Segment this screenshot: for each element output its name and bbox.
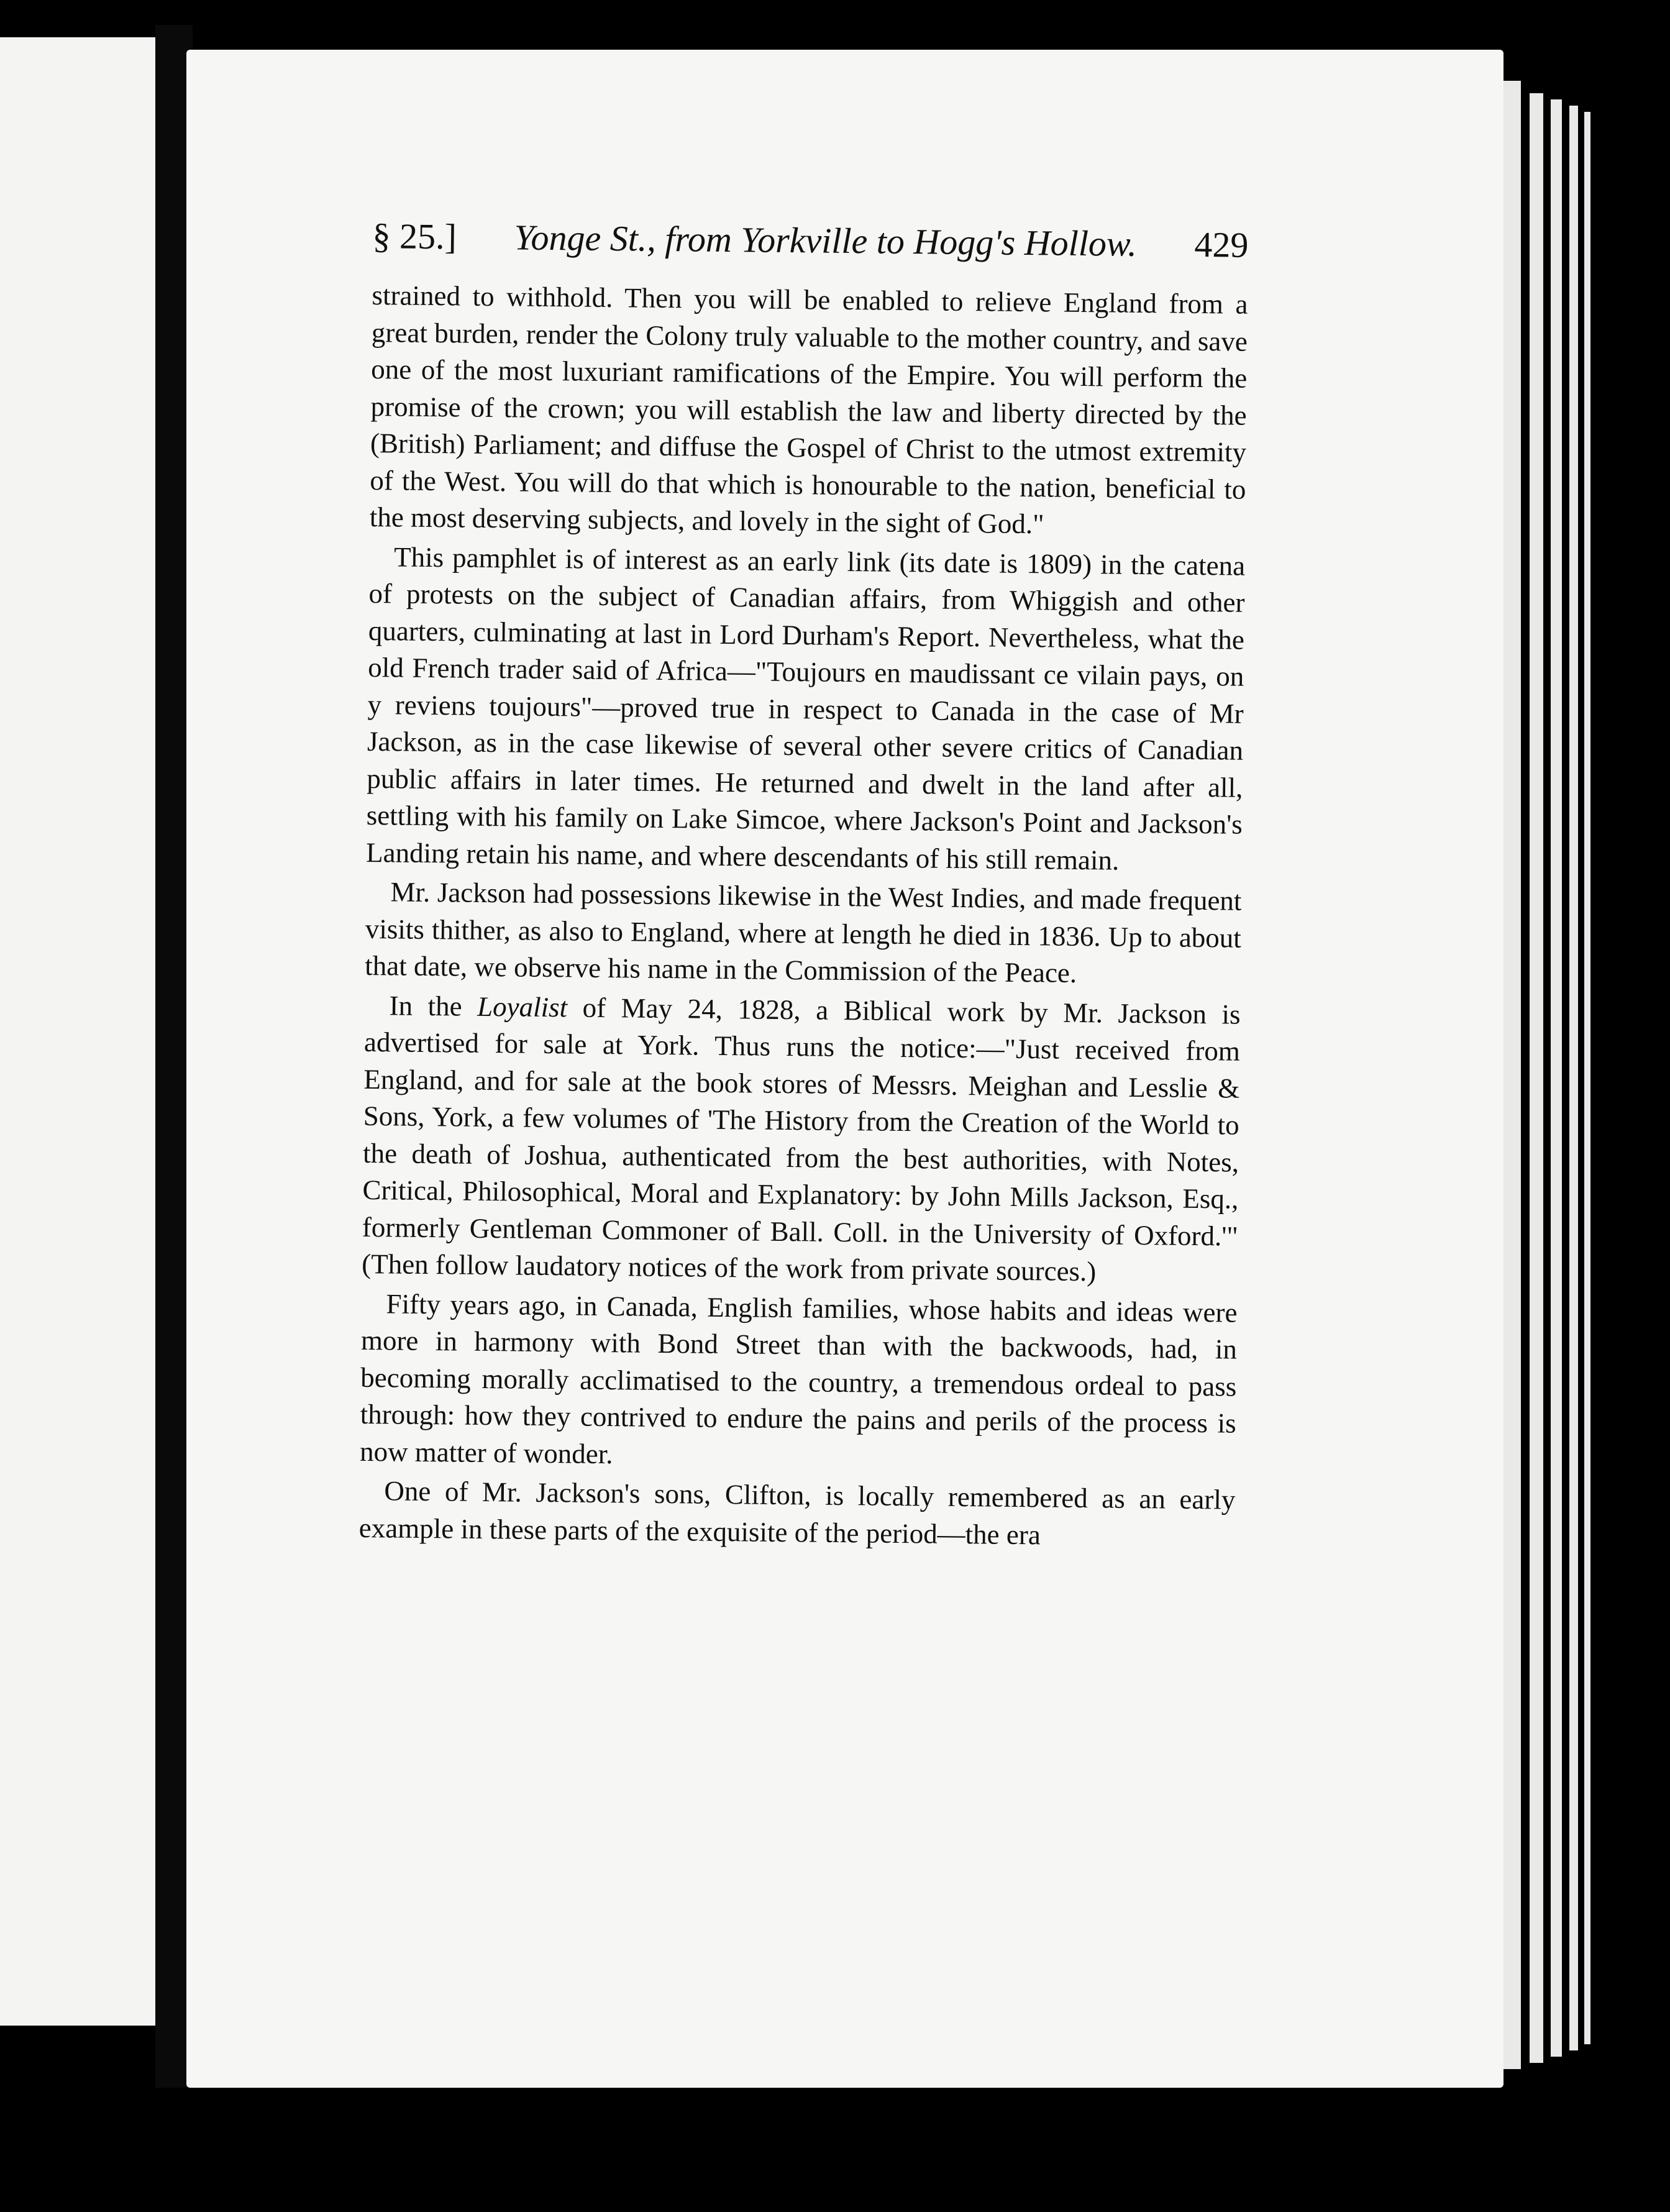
newspaper-title: Loyalist — [477, 990, 568, 1023]
paragraph: One of Mr. Jackson's sons, Clifton, is locally remembered as an early example in these parts of the exquisite of the period—the era — [358, 1475, 1236, 1550]
page-number: 429 — [1194, 224, 1249, 265]
page-fore-edge — [1530, 93, 1543, 2063]
paragraph: Mr. Jackson had possessions likewise in the West Indies, and made frequent visits thither, as also to England, where at length he died in 1836. Up to about that date, we observe his name in the Commission of the Peace. — [365, 876, 1242, 989]
paragraph-text: of May 24, 1828, a Biblical work by Mr. Jackson is advertised for sale at York. Thus runs the notice:—"Just received from England, and for sale at the book stores of Messrs. Meighan and Lesslie & Sons, York, a few volumes of 'The History from the Creation of the World to the death of Joshua, authenticated from the best authorities, with Notes, Critical, Philosophical, Moral and Explanatory: by John Mills Jackson, Esq., formerly Gentleman Commoner of Ball. Coll. in the University of Oxford.'" (Then follow laudatory notices of the work from private sources.) — [361, 991, 1241, 1287]
page-fore-edge — [1584, 112, 1590, 2044]
page-fore-edge — [1551, 99, 1562, 2057]
facing-page-edge — [0, 37, 159, 2026]
running-head-title: Yonge St., from Yorkville to Hogg's Hollow. — [514, 217, 1138, 264]
paragraph — [362, 987, 1241, 1292]
paragraph: Fifty years ago, in Canada, English families, whose habits and ideas were more in harmony with Bond Street than with the backwoods, had, in becoming morally acclimatised to the country, a tremendous ordeal to pass through: how they contrived to endure the pains and perils of the process is now matter of wonder. — [359, 1287, 1238, 1469]
paragraph-text: In the — [389, 989, 478, 1022]
paragraph: strained to withhold. Then you will be enabled to relieve England from a great burden, render the Colony truly valuable to the mother country, and save one of the most luxuriant ramifications of the Empire. You will perform the promise of the crown; you will establish the law and liberty directed by the (British) Parliament; and diffuse the Gospel of Christ to the utmost extremity of the West. You will do that which is honourable to the nation, beneficial to the most deserving subjects, and lovely in the sight of God." — [369, 279, 1248, 540]
paragraph: This pamphlet is of interest as an early link (its date is 1809) in the catena of protests on the subject of Canadian affairs, from Whiggish and other quarters, culminating at last in Lord Durham's Report. Nevertheless, what the old French trader said of Africa—"Toujours en maudissant ce vilain pays, on y reviens toujours"—proved true in respect to Canada in the case of Mr Jackson, as in the case likewise of several other severe critics of Canadian public affairs in later times. He returned and dwelt in the land after all, settling with his family on Lake Simcoe, where Jackson's Point and Jackson's Landing retain his name, and where descendants of his still remain. — [365, 541, 1246, 876]
page-fore-edge — [1503, 81, 1521, 2069]
page-content — [358, 211, 1248, 1556]
running-head — [372, 211, 1249, 270]
page-fore-edge — [1569, 106, 1578, 2050]
section-number: § 25.] — [372, 215, 457, 257]
